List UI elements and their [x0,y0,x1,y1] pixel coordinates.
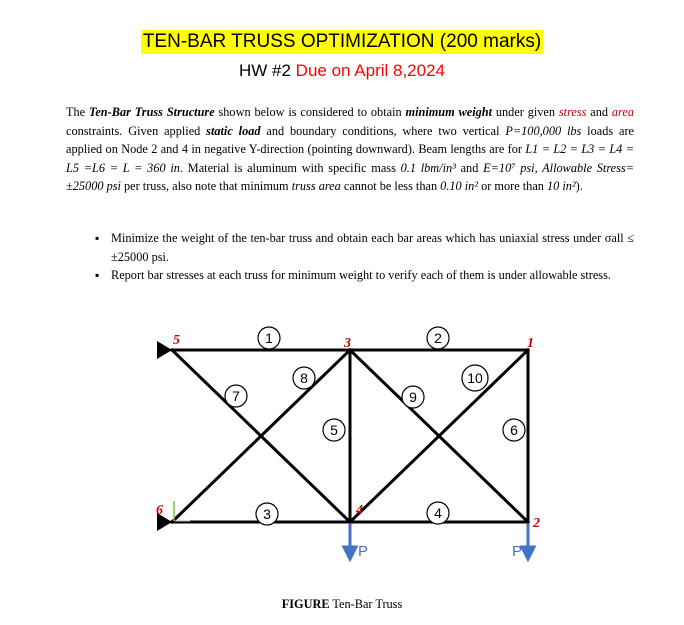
member-label-9: 9 [409,389,417,405]
text-run: cannot be less than [340,179,441,194]
text-run: under given [492,105,559,119]
text-run: and boundary conditions, where two vertical [260,123,506,138]
node-label-1: 1 [527,336,534,351]
text-run: P=100,000 lbs [505,123,582,138]
member-label-8: 8 [300,370,308,386]
caption-label: FIGURE [281,597,330,611]
text-run: truss area [291,179,341,194]
text-run: The [66,105,89,119]
member-label-7: 7 [232,388,240,404]
text-run: ). [575,179,583,194]
node-label-3: 3 [344,336,351,351]
text-run: and [455,160,484,175]
list-item: ▪ Minimize the weight of the ten-bar truss and obtain each bar areas which has uniaxial stress under σall ≤ ±25000 psi. [95,229,634,266]
member-label-1: 1 [265,330,273,346]
member-label-3: 3 [263,506,271,522]
node-label-5: 5 [173,333,180,348]
text-run: and [586,105,612,119]
text-run: E=10⁷ psi, Allowable Stress= ±25000 psi [66,160,635,194]
figure-caption [0,597,684,612]
text-run: 0.1 lbm/in³ [400,160,456,175]
hw-label: HW #2 [238,61,291,80]
text-run: per truss, also note that minimum [120,179,292,194]
document-title: TEN-BAR TRUSS OPTIMIZATION (200 marks) [142,31,542,52]
text-run: shown below is considered to obtain [214,105,406,119]
load-arrowhead-4-icon [344,547,356,559]
text-run: minimum weight [405,105,493,119]
member-label-4: 4 [434,505,442,521]
text-run: or more than [478,179,548,194]
node-label-2: 2 [533,516,540,531]
text-run: . Material is aluminum with specific mass [179,160,401,175]
node-label-4: 4 [356,503,363,518]
list-item: ▪ Report bar stresses at each truss for minimum weight to verify each of them is under allowable stress. [95,266,634,285]
text-run: 10 in² [547,179,576,194]
member-label-10: 10 [467,370,483,386]
text-run: static load [206,123,261,138]
text-run: Ten-Bar Truss Structure [88,105,215,119]
load-arrowhead-2-icon [522,547,534,559]
support-5-icon [157,341,172,359]
text-run: L1 = L2 = L3 = L4 = L5 =L6 = L = 360 in [66,142,634,175]
caption-text: Ten-Bar Truss [329,597,403,611]
text-run: area [611,105,634,119]
member-label-5: 5 [330,422,338,438]
member-label-6: 6 [510,422,518,438]
text-run: constraints. Given applied [66,123,207,138]
text-run: 0.10 in² [440,179,479,194]
node-label-6: 6 [156,503,163,518]
load-label: P [512,543,523,560]
member-label-2: 2 [434,330,442,346]
text-run: loads are applied on Node 2 and 4 in negative Y-direction (pointing downward). Beam lengths are for [66,123,634,157]
load-label: P [358,543,369,560]
due-date: Due on April 8,2024 [295,61,446,80]
text-run: stress [558,105,587,119]
